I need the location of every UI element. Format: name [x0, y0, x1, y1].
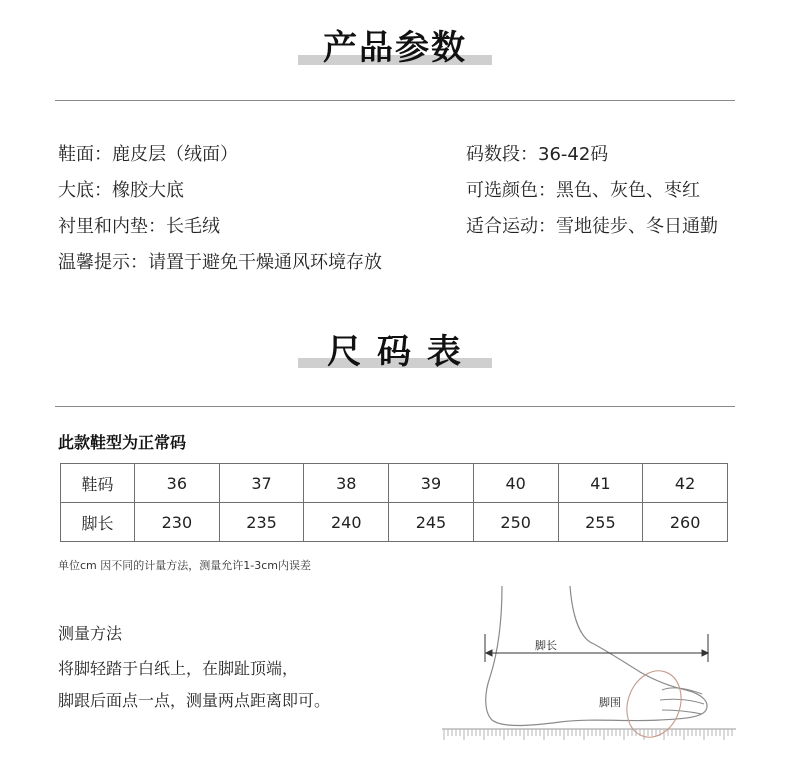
length-cell: 260: [643, 503, 728, 542]
size-cell: 41: [558, 464, 643, 503]
foot-measure-diagram: [440, 582, 740, 757]
size-fit-note: 此款鞋型为正常码: [58, 433, 187, 452]
length-cell: 250: [473, 503, 558, 542]
size-row: [61, 464, 728, 503]
method-title: 测量方法: [58, 624, 123, 643]
toes-outline: [660, 688, 704, 714]
length-row-label: 脚长: [61, 503, 135, 542]
size-cell: 42: [643, 464, 728, 503]
girth-ellipse: [618, 663, 690, 745]
param-size-range: 码数段：36-42码: [466, 144, 609, 165]
size-row-label: 鞋码: [61, 464, 135, 503]
param-colors: 可选颜色：黑色、灰色、枣红: [466, 180, 700, 201]
size-cell: 39: [389, 464, 474, 503]
method-line-2: 脚跟后面点一点，测量两点距离即可。: [58, 691, 331, 710]
param-sole: 大底：橡胶大底: [58, 180, 184, 201]
method-line-1: 将脚轻踏于白纸上，在脚趾顶端，: [58, 659, 299, 678]
length-cell: 240: [304, 503, 389, 542]
foot-outline: [486, 586, 707, 726]
unit-note: 单位cm 因不同的计量方法，测量允许1-3cm内误差: [58, 559, 311, 572]
length-cell: 230: [135, 503, 220, 542]
length-cell: 245: [389, 503, 474, 542]
param-lining: 衬里和内垫：长毛绒: [58, 216, 220, 237]
length-row: [61, 503, 728, 542]
size-cell: 40: [473, 464, 558, 503]
params-title: 产品参数: [323, 28, 467, 68]
length-cell: 235: [219, 503, 304, 542]
length-cell: 255: [558, 503, 643, 542]
size-divider: [55, 406, 735, 407]
size-cell: 37: [219, 464, 304, 503]
param-upper: 鞋面：鹿皮层（绒面）: [58, 144, 238, 165]
size-chart-title: 尺 码 表: [327, 332, 463, 372]
size-table: [60, 463, 728, 542]
param-tip: 温馨提示：请置于避免干燥通风环境存放: [58, 252, 382, 273]
param-usage: 适合运动：雪地徒步、冬日通勤: [466, 216, 718, 237]
foot-girth-label: 脚围: [599, 696, 621, 709]
params-divider: [55, 100, 735, 101]
size-cell: 36: [135, 464, 220, 503]
foot-length-label: 脚长: [535, 639, 557, 652]
length-arrow: [485, 634, 708, 662]
size-cell: 38: [304, 464, 389, 503]
